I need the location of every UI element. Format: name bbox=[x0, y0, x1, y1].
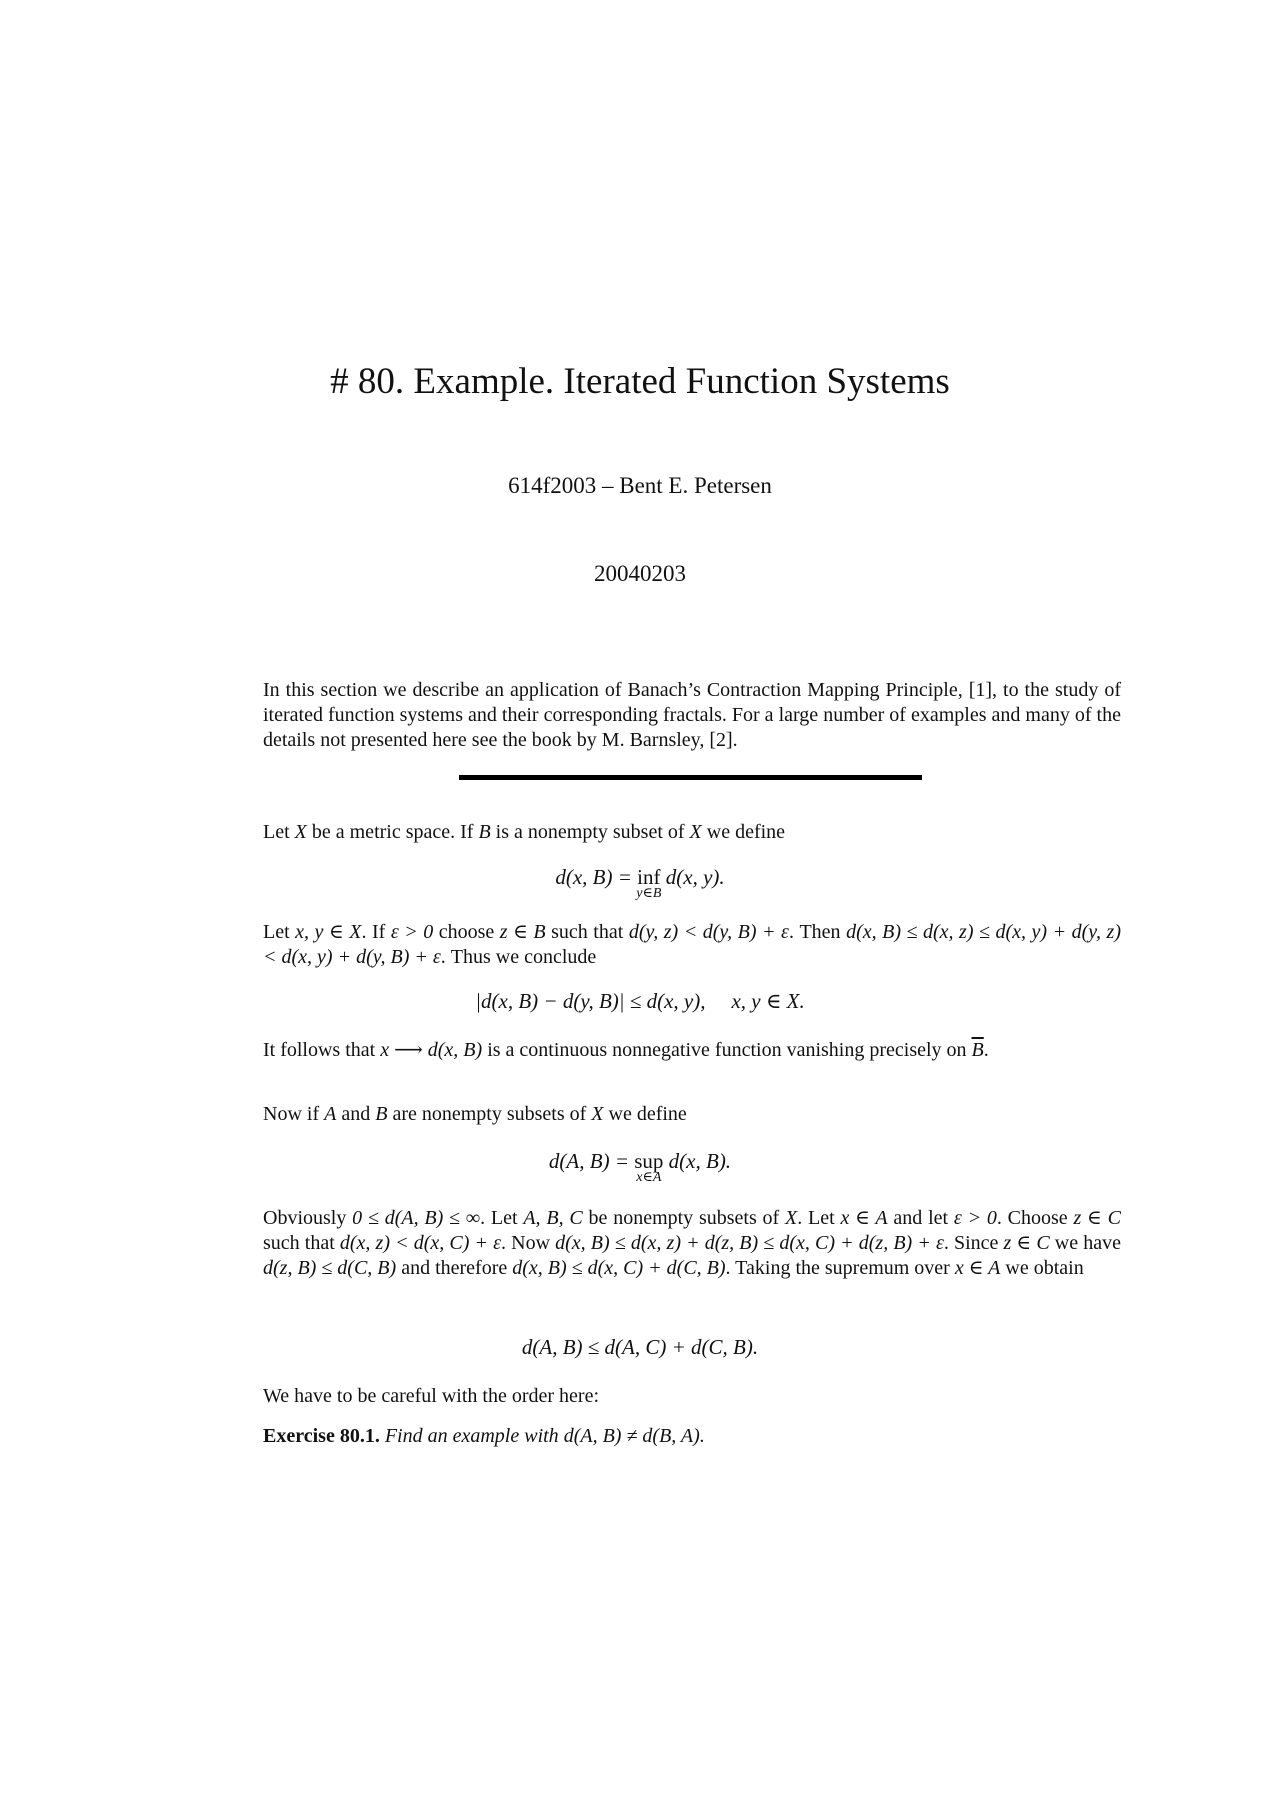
intro-paragraph: In this section we describe an application of Banach’s Contraction Mapping Principle, [1], to the study of iterated function systems and their corresponding fractals. For a large number of examples and many of the details not presented here see the book by M. Barnsley, [2]. bbox=[263, 679, 1121, 751]
date-line: 20040203 bbox=[594, 561, 686, 586]
equation-triangle-inequality: d(A, B) ≤ d(A, C) + d(C, B). bbox=[521, 1335, 759, 1359]
paragraph-metric-space: Let X be a metric space. If B is a nonempty subset of X we define bbox=[263, 821, 786, 843]
equation-lipschitz: |d(x, B) − d(y, B)| ≤ d(x, y), x, y ∈ X. bbox=[475, 989, 805, 1013]
equation-distance-set-set: d(A, B) = sup x∈A d(x, B). bbox=[548, 1149, 732, 1185]
paragraph-set-distance: Now if A and B are nonempty subsets of X we define bbox=[263, 1103, 687, 1125]
author-line: 614f2003 – Bent E. Petersen bbox=[508, 473, 772, 498]
equation-distance-point-set: d(x, B) = inf y∈B d(x, y). bbox=[555, 865, 725, 901]
paragraph-triangle-argument: Let x, y ∈ X. If ε > 0 choose z ∈ B such that d(y, z) < d(y, B) + ε. Then d(x, B) ≤ d(x, z) ≤ d(x, y) + d(y, z) < d(x, y) + d(y, B) + ε. Thus we conclude bbox=[263, 921, 1121, 968]
exercise-label: Exercise 80.1. bbox=[263, 1425, 380, 1447]
inf-operator: inf y∈B bbox=[636, 865, 662, 901]
inf-subscript: y∈B bbox=[636, 886, 662, 901]
paragraph-continuity: It follows that x ⟶ d(x, B) is a continuous nonnegative function vanishing precisely on $\overline{B}$. bbox=[263, 1039, 989, 1061]
page-title: # 80. Example. Iterated Function Systems bbox=[330, 361, 950, 402]
exercise-80-1: Exercise 80.1. Find an example with d(A, B) ≠ d(B, A). bbox=[263, 1425, 705, 1447]
section-divider bbox=[459, 775, 922, 780]
paragraph-order-note: We have to be careful with the order here: bbox=[263, 1385, 600, 1407]
paragraph-inequality-proof: Obviously 0 ≤ d(A, B) ≤ ∞. Let A, B, C be nonempty subsets of X. Let x ∈ A and let ε > 0. Choose z ∈ C such that d(x, z) < d(x, C) + ε. Now d(x, B) ≤ d(x, z) + d(z, B) ≤ d(x, C) + d(z, B) + ε. Since z ∈ C we have d(z, B) ≤ d(C, B) and therefore d(x, B) ≤ d(x, C) + d(C, B). Taking the supremum over x ∈ A we obtain bbox=[263, 1207, 1122, 1279]
sup-subscript: x∈A bbox=[636, 1170, 662, 1185]
sup-operator: sup x∈A bbox=[634, 1149, 664, 1185]
